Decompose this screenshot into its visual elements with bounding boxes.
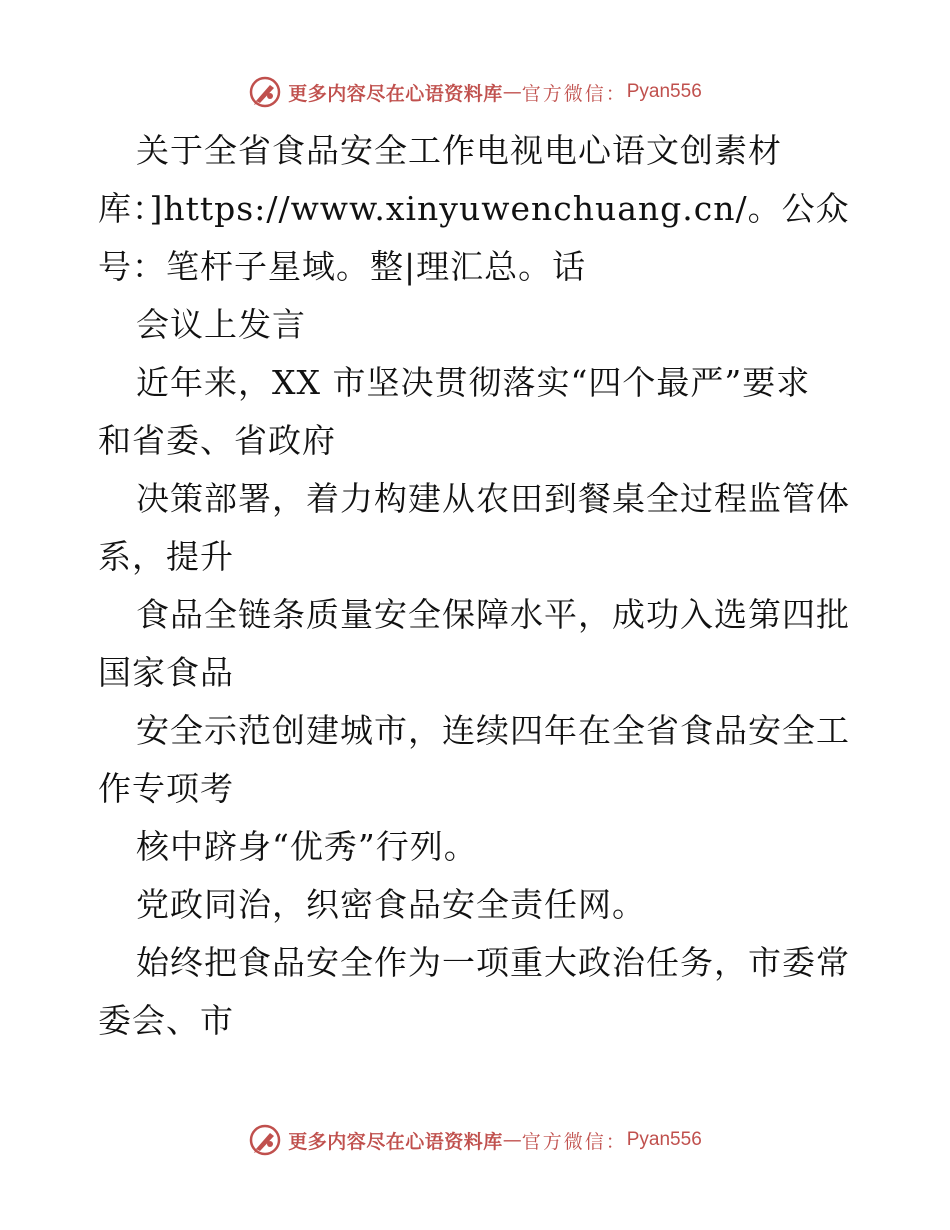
body-line: 和省委、省政府 — [98, 421, 336, 460]
banner-promo-text: 更多内容尽在心语资料库 — [288, 82, 503, 105]
body-line: 号：笔杆子星域。整|理汇总。话 — [98, 247, 587, 286]
pen-logo-icon — [248, 1123, 282, 1157]
body-line: 安全示范创建城市，连续四年在全省食品安全工 — [136, 711, 850, 750]
banner-promo-text: 更多内容尽在心语资料库 — [288, 1130, 503, 1153]
body-line: 作专项考 — [98, 769, 234, 808]
body-line: 系，提升 — [98, 537, 234, 576]
document-body — [98, 122, 888, 1050]
body-line: 关于全省食品安全工作电视电心语文创素材 — [136, 131, 782, 170]
header-banner — [0, 72, 950, 112]
footer-banner — [0, 1120, 950, 1160]
banner-wechat-id: Pyan556 — [626, 1129, 702, 1150]
banner-wechat-id: Pyan556 — [626, 81, 702, 102]
banner-wechat-label: 官方微信： — [521, 82, 627, 105]
body-line: 始终把食品安全作为一项重大政治任务，市委常 — [136, 943, 850, 982]
banner-dash: — — [502, 81, 522, 103]
body-line: 决策部署，着力构建从农田到餐桌全过程监管体 — [136, 479, 850, 518]
body-line: 库：]https://www.xinyuwenchuang.cn/。公众 — [98, 189, 850, 228]
pen-logo-icon — [248, 75, 282, 109]
banner-dash: — — [502, 1129, 522, 1151]
body-line: 委会、市 — [98, 1001, 234, 1040]
body-line: 近年来，XX 市坚决贯彻落实“四个最严”要求 — [136, 363, 811, 402]
banner-wechat-label: 官方微信： — [521, 1130, 627, 1153]
body-line: 国家食品 — [98, 653, 234, 692]
body-line: 会议上发言 — [136, 305, 306, 344]
body-line: 党政同治，织密食品安全责任网。 — [136, 885, 646, 924]
body-line: 核中跻身“优秀”行列。 — [136, 827, 478, 866]
body-line: 食品全链条质量安全保障水平，成功入选第四批 — [136, 595, 850, 634]
